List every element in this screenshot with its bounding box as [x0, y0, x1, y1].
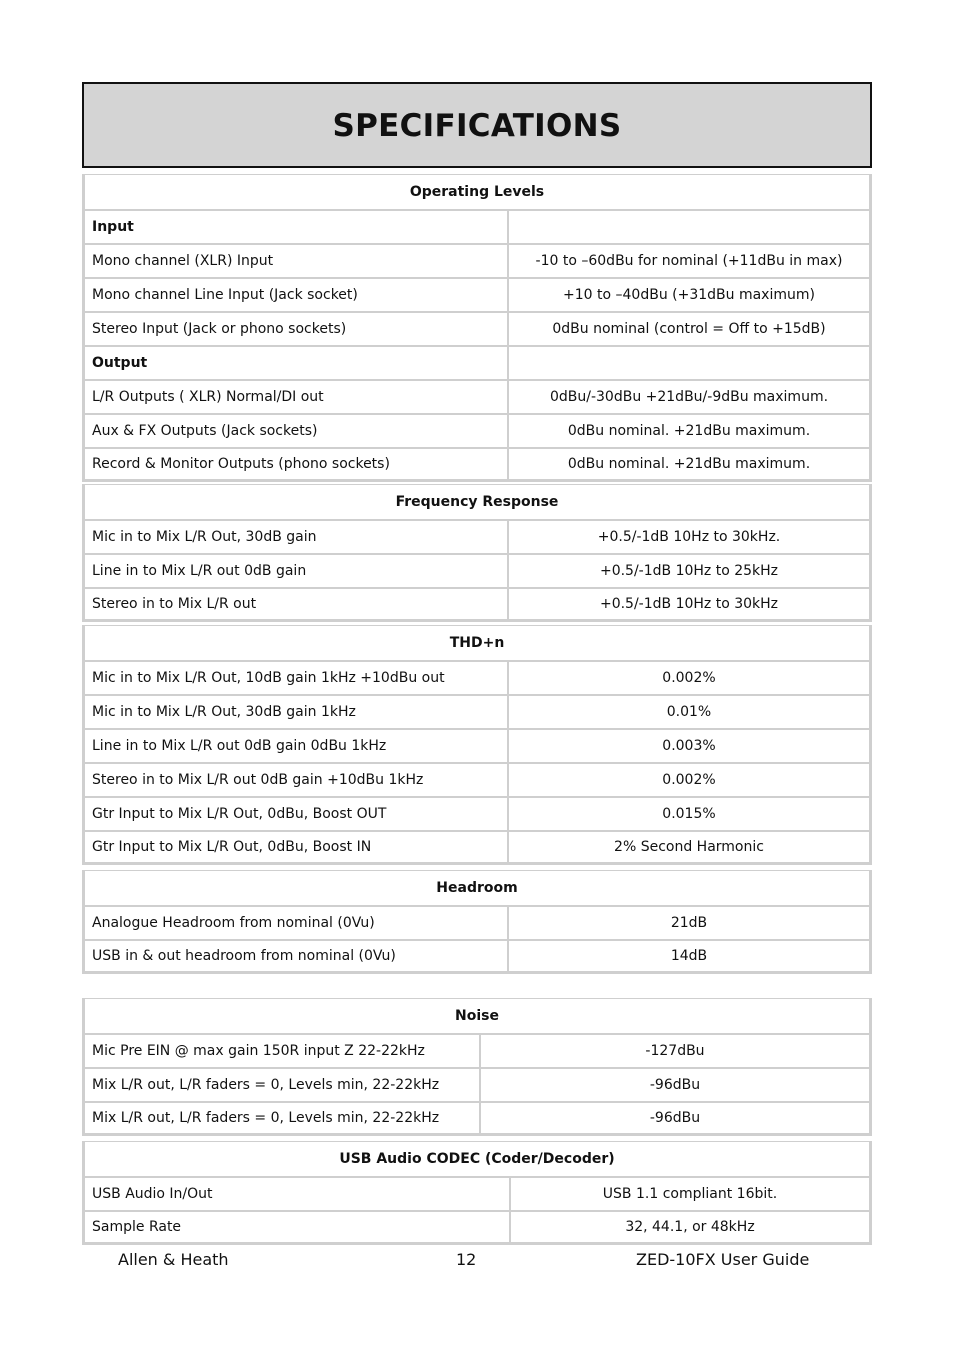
spec-label: Gtr Input to Mix L/R Out, 0dBu, Boost OUT — [83, 798, 507, 830]
footer-company: Allen & Heath — [118, 1250, 229, 1269]
noise-table — [82, 998, 872, 1136]
subheading-input: Input — [83, 211, 507, 243]
spec-value: -10 to –60dBu for nominal (+11dBu in max) — [507, 245, 871, 277]
section-header: Noise — [83, 999, 871, 1033]
spec-label: Analogue Headroom from nominal (0Vu) — [83, 907, 507, 939]
operating-levels-table — [82, 174, 872, 482]
spec-label: Stereo in to Mix L/R out 0dB gain +10dBu 1kHz — [83, 764, 507, 796]
spec-label: Mono channel Line Input (Jack socket) — [83, 279, 507, 311]
spec-label: Line in to Mix L/R out 0dB gain — [83, 555, 507, 587]
spec-value: 2% Second Harmonic — [507, 832, 871, 862]
spec-label: Record & Monitor Outputs (phono sockets) — [83, 449, 507, 479]
spec-value: 32, 44.1, or 48kHz — [509, 1212, 871, 1242]
spec-value: USB 1.1 compliant 16bit. — [509, 1178, 871, 1210]
spec-label: Stereo in to Mix L/R out — [83, 589, 507, 619]
spec-label: Mono channel (XLR) Input — [83, 245, 507, 277]
spec-value — [507, 347, 871, 379]
usb-codec-table — [82, 1141, 872, 1245]
spec-label: Sample Rate — [83, 1212, 509, 1242]
spec-value: +0.5/-1dB 10Hz to 25kHz — [507, 555, 871, 587]
spec-value: 21dB — [507, 907, 871, 939]
spec-value: -127dBu — [479, 1035, 871, 1067]
spec-value: -96dBu — [479, 1069, 871, 1101]
section-header: USB Audio CODEC (Coder/Decoder) — [83, 1142, 871, 1176]
spec-label: Stereo Input (Jack or phono sockets) — [83, 313, 507, 345]
page-number: 12 — [456, 1250, 477, 1269]
spec-label: USB Audio In/Out — [83, 1178, 509, 1210]
spec-label: Mic in to Mix L/R Out, 30dB gain — [83, 521, 507, 553]
spec-value: 14dB — [507, 941, 871, 971]
spec-label: Mic in to Mix L/R Out, 10dB gain 1kHz +10dBu out — [83, 662, 507, 694]
spec-value: 0.002% — [507, 764, 871, 796]
spec-value: 0.01% — [507, 696, 871, 728]
spec-label: L/R Outputs ( XLR) Normal/DI out — [83, 381, 507, 413]
spec-value: 0dBu nominal (control = Off to +15dB) — [507, 313, 871, 345]
section-header: THD+n — [83, 626, 871, 660]
spec-label: Mix L/R out, L/R faders = 0, Levels min, 22-22kHz — [83, 1103, 479, 1133]
frequency-response-table — [82, 484, 872, 622]
spec-value: -96dBu — [479, 1103, 871, 1133]
spec-value: +10 to –40dBu (+31dBu maximum) — [507, 279, 871, 311]
spec-value: 0dBu nominal. +21dBu maximum. — [507, 415, 871, 447]
spec-label: Line in to Mix L/R out 0dB gain 0dBu 1kHz — [83, 730, 507, 762]
spec-label: Aux & FX Outputs (Jack sockets) — [83, 415, 507, 447]
section-header: Frequency Response — [83, 485, 871, 519]
spec-label: Gtr Input to Mix L/R Out, 0dBu, Boost IN — [83, 832, 507, 862]
spec-value: 0.015% — [507, 798, 871, 830]
spec-value: 0.002% — [507, 662, 871, 694]
spec-value: +0.5/-1dB 10Hz to 30kHz. — [507, 521, 871, 553]
spec-value: 0.003% — [507, 730, 871, 762]
spec-label: USB in & out headroom from nominal (0Vu) — [83, 941, 507, 971]
spec-value: +0.5/-1dB 10Hz to 30kHz — [507, 589, 871, 619]
thd-table — [82, 625, 872, 865]
spec-value — [507, 211, 871, 243]
subheading-output: Output — [83, 347, 507, 379]
page-footer — [0, 1250, 954, 1274]
headroom-table — [82, 870, 872, 974]
page-title: SPECIFICATIONS — [332, 108, 622, 144]
title-box — [82, 82, 872, 168]
spec-label: Mic Pre EIN @ max gain 150R input Z 22-22kHz — [83, 1035, 479, 1067]
spec-value: 0dBu/-30dBu +21dBu/-9dBu maximum. — [507, 381, 871, 413]
section-header: Headroom — [83, 871, 871, 905]
spec-label: Mix L/R out, L/R faders = 0, Levels min, 22-22kHz — [83, 1069, 479, 1101]
section-header: Operating Levels — [83, 175, 871, 209]
spec-value: 0dBu nominal. +21dBu maximum. — [507, 449, 871, 479]
spec-label: Mic in to Mix L/R Out, 30dB gain 1kHz — [83, 696, 507, 728]
footer-guide-title: ZED-10FX User Guide — [636, 1250, 810, 1269]
